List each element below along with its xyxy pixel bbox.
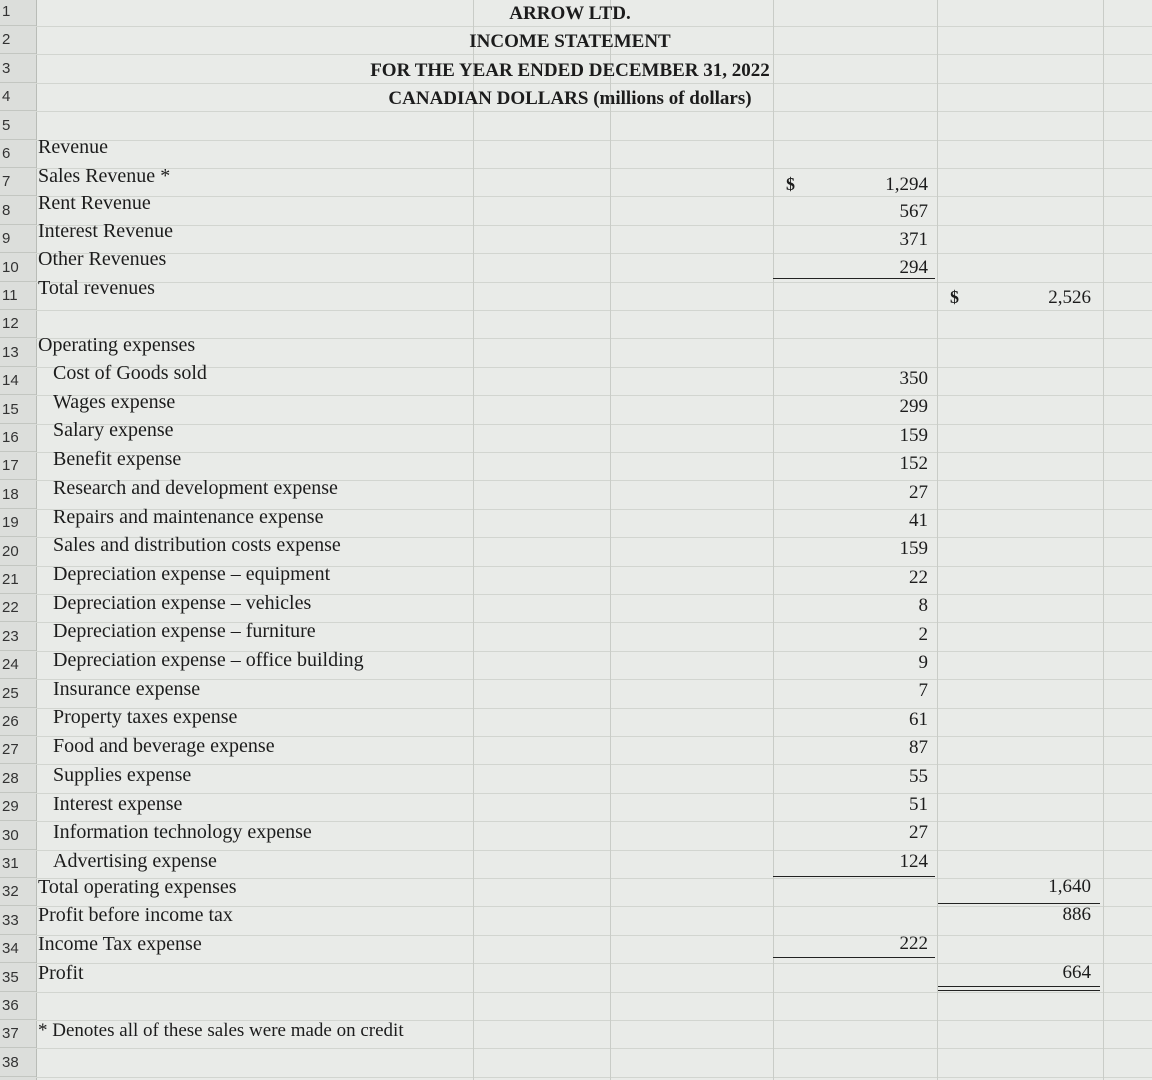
- grid-row-line: [36, 83, 1152, 84]
- row-number[interactable]: 35: [0, 964, 36, 992]
- revenue-item-label[interactable]: Interest Revenue: [38, 220, 173, 242]
- row-number[interactable]: 16: [0, 424, 36, 452]
- expenses-underline: [773, 876, 935, 877]
- total-revenues-label[interactable]: Total revenues: [38, 277, 155, 299]
- row-number[interactable]: 11: [0, 282, 36, 310]
- expense-item-amount[interactable]: 61: [909, 708, 928, 730]
- expense-item-amount[interactable]: 159: [899, 424, 928, 446]
- row-number[interactable]: 18: [0, 481, 36, 509]
- profit-before-tax-label[interactable]: Profit before income tax: [38, 904, 233, 926]
- expense-item-amount[interactable]: 8: [918, 595, 928, 617]
- expense-item-label[interactable]: Wages expense: [53, 390, 176, 413]
- total-revenues-currency-symbol[interactable]: $: [950, 287, 959, 307]
- expense-item-label[interactable]: Depreciation expense – equipment: [53, 562, 331, 585]
- profit-label[interactable]: Profit: [38, 962, 84, 984]
- grid-row-line: [36, 338, 1152, 339]
- expense-item-label[interactable]: Sales and distribution costs expense: [53, 534, 341, 557]
- statement-period: FOR THE YEAR ENDED DECEMBER 31, 2022: [370, 60, 770, 81]
- expense-item-label[interactable]: Salary expense: [53, 419, 174, 442]
- row-number[interactable]: 29: [0, 793, 36, 821]
- row-number[interactable]: 6: [0, 140, 36, 168]
- row-number[interactable]: 26: [0, 708, 36, 736]
- row-number[interactable]: 32: [0, 878, 36, 906]
- total-operating-expenses-amount[interactable]: 1,640: [1048, 876, 1091, 897]
- row-number[interactable]: 2: [0, 26, 36, 54]
- row-number[interactable]: 33: [0, 907, 36, 935]
- row-number[interactable]: 27: [0, 736, 36, 764]
- expense-item-label[interactable]: Property taxes expense: [53, 706, 238, 729]
- expense-item-label[interactable]: Supplies expense: [53, 763, 192, 786]
- expense-item-label[interactable]: Food and beverage expense: [53, 735, 275, 758]
- grid-row-line: [36, 935, 1152, 936]
- row-number[interactable]: 38: [0, 1049, 36, 1077]
- row-number[interactable]: 3: [0, 55, 36, 83]
- grid-row-line: [36, 140, 1152, 141]
- grid-row-line: [36, 1077, 1152, 1078]
- grid-column-line: [1103, 0, 1104, 1080]
- grid-row-line: [36, 992, 1152, 993]
- expense-item-label[interactable]: Depreciation expense – office building: [53, 649, 364, 671]
- row-number[interactable]: 31: [0, 850, 36, 878]
- revenue-item-amount[interactable]: 371: [899, 229, 928, 250]
- revenue-currency-symbol[interactable]: $: [786, 174, 795, 194]
- expense-item-label[interactable]: Depreciation expense – vehicles: [53, 591, 312, 614]
- grid-row-line: [36, 253, 1152, 254]
- row-number[interactable]: 30: [0, 822, 36, 850]
- grid-row-line: [36, 1048, 1152, 1049]
- expense-item-label[interactable]: Interest expense: [53, 792, 183, 815]
- revenue-heading[interactable]: Revenue: [38, 136, 108, 158]
- expense-item-amount[interactable]: 87: [909, 737, 928, 759]
- row-number[interactable]: 9: [0, 225, 36, 253]
- row-number[interactable]: 12: [0, 310, 36, 338]
- grid-column-line: [937, 0, 938, 1080]
- grid-row-line: [36, 424, 1152, 425]
- row-number[interactable]: 37: [0, 1020, 36, 1048]
- row-number[interactable]: 19: [0, 509, 36, 537]
- expense-item-amount[interactable]: 22: [909, 566, 928, 588]
- revenue-item-label[interactable]: Other Revenues: [38, 248, 167, 270]
- footnote[interactable]: * Denotes all of these sales were made on credit: [38, 1020, 404, 1041]
- expense-item-label[interactable]: Information technology expense: [53, 821, 312, 844]
- row-number[interactable]: 4: [0, 83, 36, 111]
- row-number[interactable]: 23: [0, 623, 36, 651]
- expense-item-amount[interactable]: 350: [899, 368, 928, 389]
- row-number[interactable]: 5: [0, 112, 36, 140]
- row-number[interactable]: 34: [0, 935, 36, 963]
- row-number[interactable]: 1: [0, 0, 36, 26]
- expense-item-amount[interactable]: 27: [909, 481, 928, 503]
- revenue-item-label[interactable]: Rent Revenue: [38, 192, 151, 214]
- row-number[interactable]: 15: [0, 396, 36, 424]
- profit-amount[interactable]: 664: [1062, 962, 1091, 983]
- expense-item-label[interactable]: Research and development expense: [53, 476, 338, 499]
- total-revenues-amount[interactable]: 2,526: [1048, 287, 1091, 308]
- expense-item-amount[interactable]: 51: [909, 794, 928, 815]
- grid-row-line: [36, 793, 1152, 794]
- statement-title: INCOME STATEMENT: [469, 31, 671, 52]
- row-number[interactable]: 25: [0, 680, 36, 708]
- expense-item-amount[interactable]: 41: [909, 510, 928, 531]
- revenue-item-amount[interactable]: 567: [899, 201, 928, 222]
- grid-row-line: [36, 111, 1152, 112]
- row-number[interactable]: 22: [0, 594, 36, 622]
- expense-item-amount[interactable]: 55: [909, 765, 928, 787]
- row-number[interactable]: 7: [0, 168, 36, 196]
- grid-row-line: [36, 310, 1152, 311]
- grid-row-line: [36, 225, 1152, 226]
- row-number[interactable]: 10: [0, 254, 36, 282]
- grid-column-line: [473, 0, 474, 1080]
- expense-item-amount[interactable]: 2: [918, 623, 928, 645]
- grid-row-line: [36, 54, 1152, 55]
- row-number[interactable]: 20: [0, 538, 36, 566]
- grid-row-line: [36, 395, 1152, 396]
- row-number[interactable]: 14: [0, 367, 36, 395]
- grid-row-line: [36, 679, 1152, 680]
- revenue-item-amount[interactable]: 1,294: [885, 174, 928, 195]
- row-number[interactable]: 36: [0, 992, 36, 1020]
- row-number[interactable]: 21: [0, 566, 36, 594]
- grid-row-line: [36, 764, 1152, 765]
- grid-row-line: [36, 452, 1152, 453]
- revenue-underline: [773, 278, 935, 279]
- expense-item-amount[interactable]: 9: [918, 652, 928, 673]
- tax-underline: [773, 957, 935, 958]
- income-tax-amount[interactable]: 222: [899, 933, 928, 954]
- grid-row-line: [36, 963, 1152, 964]
- profit-double-underline-top: [938, 986, 1100, 987]
- grid-row-line: [36, 168, 1152, 169]
- statement-currency: CANADIAN DOLLARS (millions of dollars): [388, 88, 752, 109]
- row-number[interactable]: 17: [0, 452, 36, 480]
- row-number[interactable]: 13: [0, 339, 36, 367]
- income-tax-label[interactable]: Income Tax expense: [38, 933, 202, 955]
- grid-column-line: [773, 0, 774, 1080]
- expense-item-amount[interactable]: 159: [899, 538, 928, 560]
- row-header-column: [0, 0, 37, 1080]
- expense-item-label[interactable]: Advertising expense: [53, 849, 217, 872]
- grid-column-line: [610, 0, 611, 1080]
- row-number[interactable]: 24: [0, 651, 36, 679]
- profit-double-underline-bottom: [938, 990, 1100, 991]
- operating-expenses-heading[interactable]: Operating expenses: [38, 334, 196, 356]
- revenue-item-amount[interactable]: 294: [899, 257, 928, 278]
- expense-item-label[interactable]: Depreciation expense – furniture: [53, 620, 316, 643]
- expense-item-label[interactable]: Cost of Goods sold: [53, 362, 207, 384]
- total-operating-expenses-label[interactable]: Total operating expenses: [38, 876, 237, 898]
- expense-item-amount[interactable]: 299: [899, 396, 928, 418]
- expense-item-amount[interactable]: 27: [909, 822, 928, 844]
- profit-before-tax-amount[interactable]: 886: [1062, 904, 1091, 925]
- grid-row-line: [36, 196, 1152, 197]
- row-number[interactable]: 28: [0, 765, 36, 793]
- grid-row-line: [36, 26, 1152, 27]
- expense-item-amount[interactable]: 124: [899, 850, 928, 872]
- revenue-item-label[interactable]: Sales Revenue *: [38, 165, 171, 187]
- company-name: ARROW LTD.: [509, 3, 631, 24]
- expense-item-label[interactable]: Benefit expense: [53, 448, 182, 471]
- expense-item-label[interactable]: Repairs and maintenance expense: [53, 505, 324, 528]
- expense-item-amount[interactable]: 7: [918, 680, 928, 702]
- expense-item-amount[interactable]: 152: [899, 453, 928, 475]
- row-number[interactable]: 8: [0, 197, 36, 225]
- grid-row-line: [36, 282, 1152, 283]
- expense-item-label[interactable]: Insurance expense: [53, 677, 201, 700]
